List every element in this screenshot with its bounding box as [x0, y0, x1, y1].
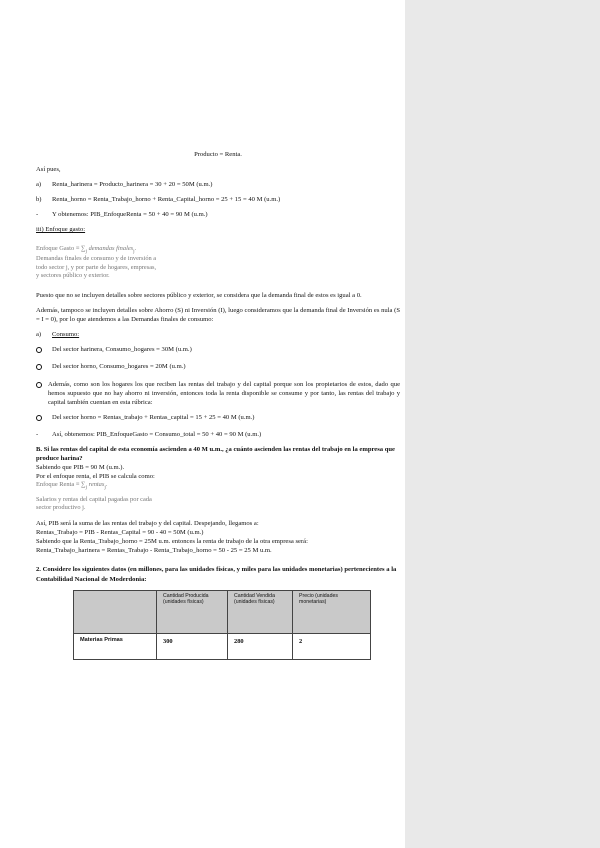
after-line: Así, PIB será la suma de las rentas del trabajo y del capital. Despejando, llegamos a: — [36, 520, 259, 528]
paragraph-ahorro-inversion: Además, tampoco se incluyen detalles sobre Ahorro (S) ni Inversión (I), luego consideramos que la demanda final de Inversión es nula (S = I = 0), por lo que atendemos a las Demandas finales de consumo: — [36, 307, 400, 324]
table-cell: Materias Primas — [74, 633, 157, 659]
bullet-circle-icon — [36, 347, 42, 353]
b-line: Sabiendo que PIB = 90 M (u.m.). — [36, 464, 125, 472]
after-line: Rentas_Trabajo = PIB - Rentas_Capital = 90 - 40 = 50M (u.m.) — [36, 529, 204, 537]
table-header-cell: Cantidad Vendida (unidades físicas) — [228, 590, 293, 633]
renta-item-b — [36, 195, 400, 204]
formula-caption-line: sector productivo j. — [36, 504, 86, 512]
asi-pues-text: Así pues, — [36, 166, 61, 174]
item-marker: - — [36, 430, 39, 438]
section-gasto-heading: iii) Enfoque gasto: — [36, 226, 86, 234]
formula-caption-line: Demandas finales de consumo y de inversión a — [36, 255, 157, 263]
comment-margin-panel — [405, 0, 600, 848]
formula-caption-line: Salarios y rentas del capital pagadas por cada — [36, 495, 152, 503]
paragraph-sector-publico: Puesto que no se incluyen detalles sobre sectores público y exterior, se considera que la demanda final de estos es igual a 0. — [36, 291, 362, 299]
table-row — [74, 633, 371, 659]
bullet-circle-icon — [36, 364, 42, 370]
formula-gasto: Enfoque Gasto ≡ $\sum_j$ demandas finales$_j$. Demandas finales de consumo y de inversión a todo sector j, y por parte de hogares, empresas, y sectores público y exterior. — [36, 245, 400, 281]
table-cell: 300 — [157, 633, 228, 659]
consumo-label: Consumo: — [52, 331, 80, 339]
b-line: Por el enfoque renta, el PIB se calcula como: — [36, 473, 155, 481]
item-text: Renta_horno = Renta_Trabajo_horno + Renta_Capital_horno = 25 + 15 = 40 M (u.m.) — [52, 196, 281, 204]
bullet-item: Del sector harinera, Consumo_hogares = 30M (u.m.) — [36, 345, 400, 356]
table-header-cell — [74, 590, 157, 633]
item-marker: - — [36, 211, 39, 219]
item-marker: a) — [36, 181, 42, 189]
table-cell: 2 — [293, 633, 371, 659]
formula-renta: Enfoque Renta ≡ $\sum_j$ rentas$_j$. Salarios y rentas del capital pagadas por cada sector productivo j. — [36, 481, 400, 513]
equation-title: Producto = Renta. — [194, 151, 242, 158]
table-header-cell: Precio (unidades monetarias) — [293, 590, 371, 633]
data-table — [73, 590, 371, 660]
item-marker: a) — [36, 331, 42, 339]
bullet-circle-icon — [36, 382, 42, 388]
consumo-heading — [36, 330, 400, 339]
bullet-circle-icon — [36, 415, 42, 421]
document-body — [36, 150, 400, 660]
item-marker: b) — [36, 196, 42, 204]
renta-item-a — [36, 180, 400, 189]
table-header-cell: Cantidad Producida (unidades físicas) — [157, 590, 228, 633]
after-line: Renta_Trabajo_harinera = Rentas_Trabajo - Renta_Trabajo_horno = 50 - 25 = 25 M u.m. — [36, 547, 272, 555]
renta-item-total — [36, 210, 400, 219]
item-text: Y obtenemos: PIB_EnfoqueRenta = 50 + 40 = 90 M (u.m.) — [52, 211, 208, 219]
bullet-item: Del sector horno, Consumo_hogares = 20M (u.m.) — [36, 362, 400, 373]
gasto-total: - Así, obtenemos: PIB_EnfoqueGasto = Consumo_total = 50 + 40 = 90 M (u.m.) — [36, 430, 262, 438]
formula-caption-line: todo sector j, y por parte de hogares, empresas, — [36, 263, 157, 271]
table-cell: 280 — [228, 633, 293, 659]
bullet-item-hogares: Además, como son los hogares los que reciben las rentas del trabajo y del capital porque son los propietarios de estos, dado que hemos supuesto que no hay ahorro ni inversión, entonces toda la renta disponible se consume y por tanto, las rentas del trabajo y capital también cuentan en esta rúbrica: — [36, 380, 400, 407]
bullet-item: Del sector horno = Rentas_trabajo + Rentas_capital = 15 + 25 = 40 M (u.m.) — [36, 413, 400, 424]
after-line: Sabiendo que la Renta_Trabajo_horno = 25M u.m. entonces la renta de trabajo de la otra empresa será: — [36, 538, 308, 546]
formula-caption-line: y sectores público y exterior. — [36, 272, 110, 280]
question-2: 2. Considere los siguientes datos (en millones, para las unidades físicas, y miles para las unidades monetarias) pertenecientes a la Contabilidad Nacional de Moderdonia: — [36, 566, 397, 583]
item-text: Renta_harinera = Producto_harinera = 30 + 20 = 50M (u.m.) — [52, 181, 213, 189]
table-header-row — [74, 590, 371, 633]
question-b: B. Si las rentas del capital de esta economía ascienden a 40 M u.m., ¿a cuánto ascienden las rentas del trabajo en la empresa que produce harina? — [36, 445, 395, 463]
